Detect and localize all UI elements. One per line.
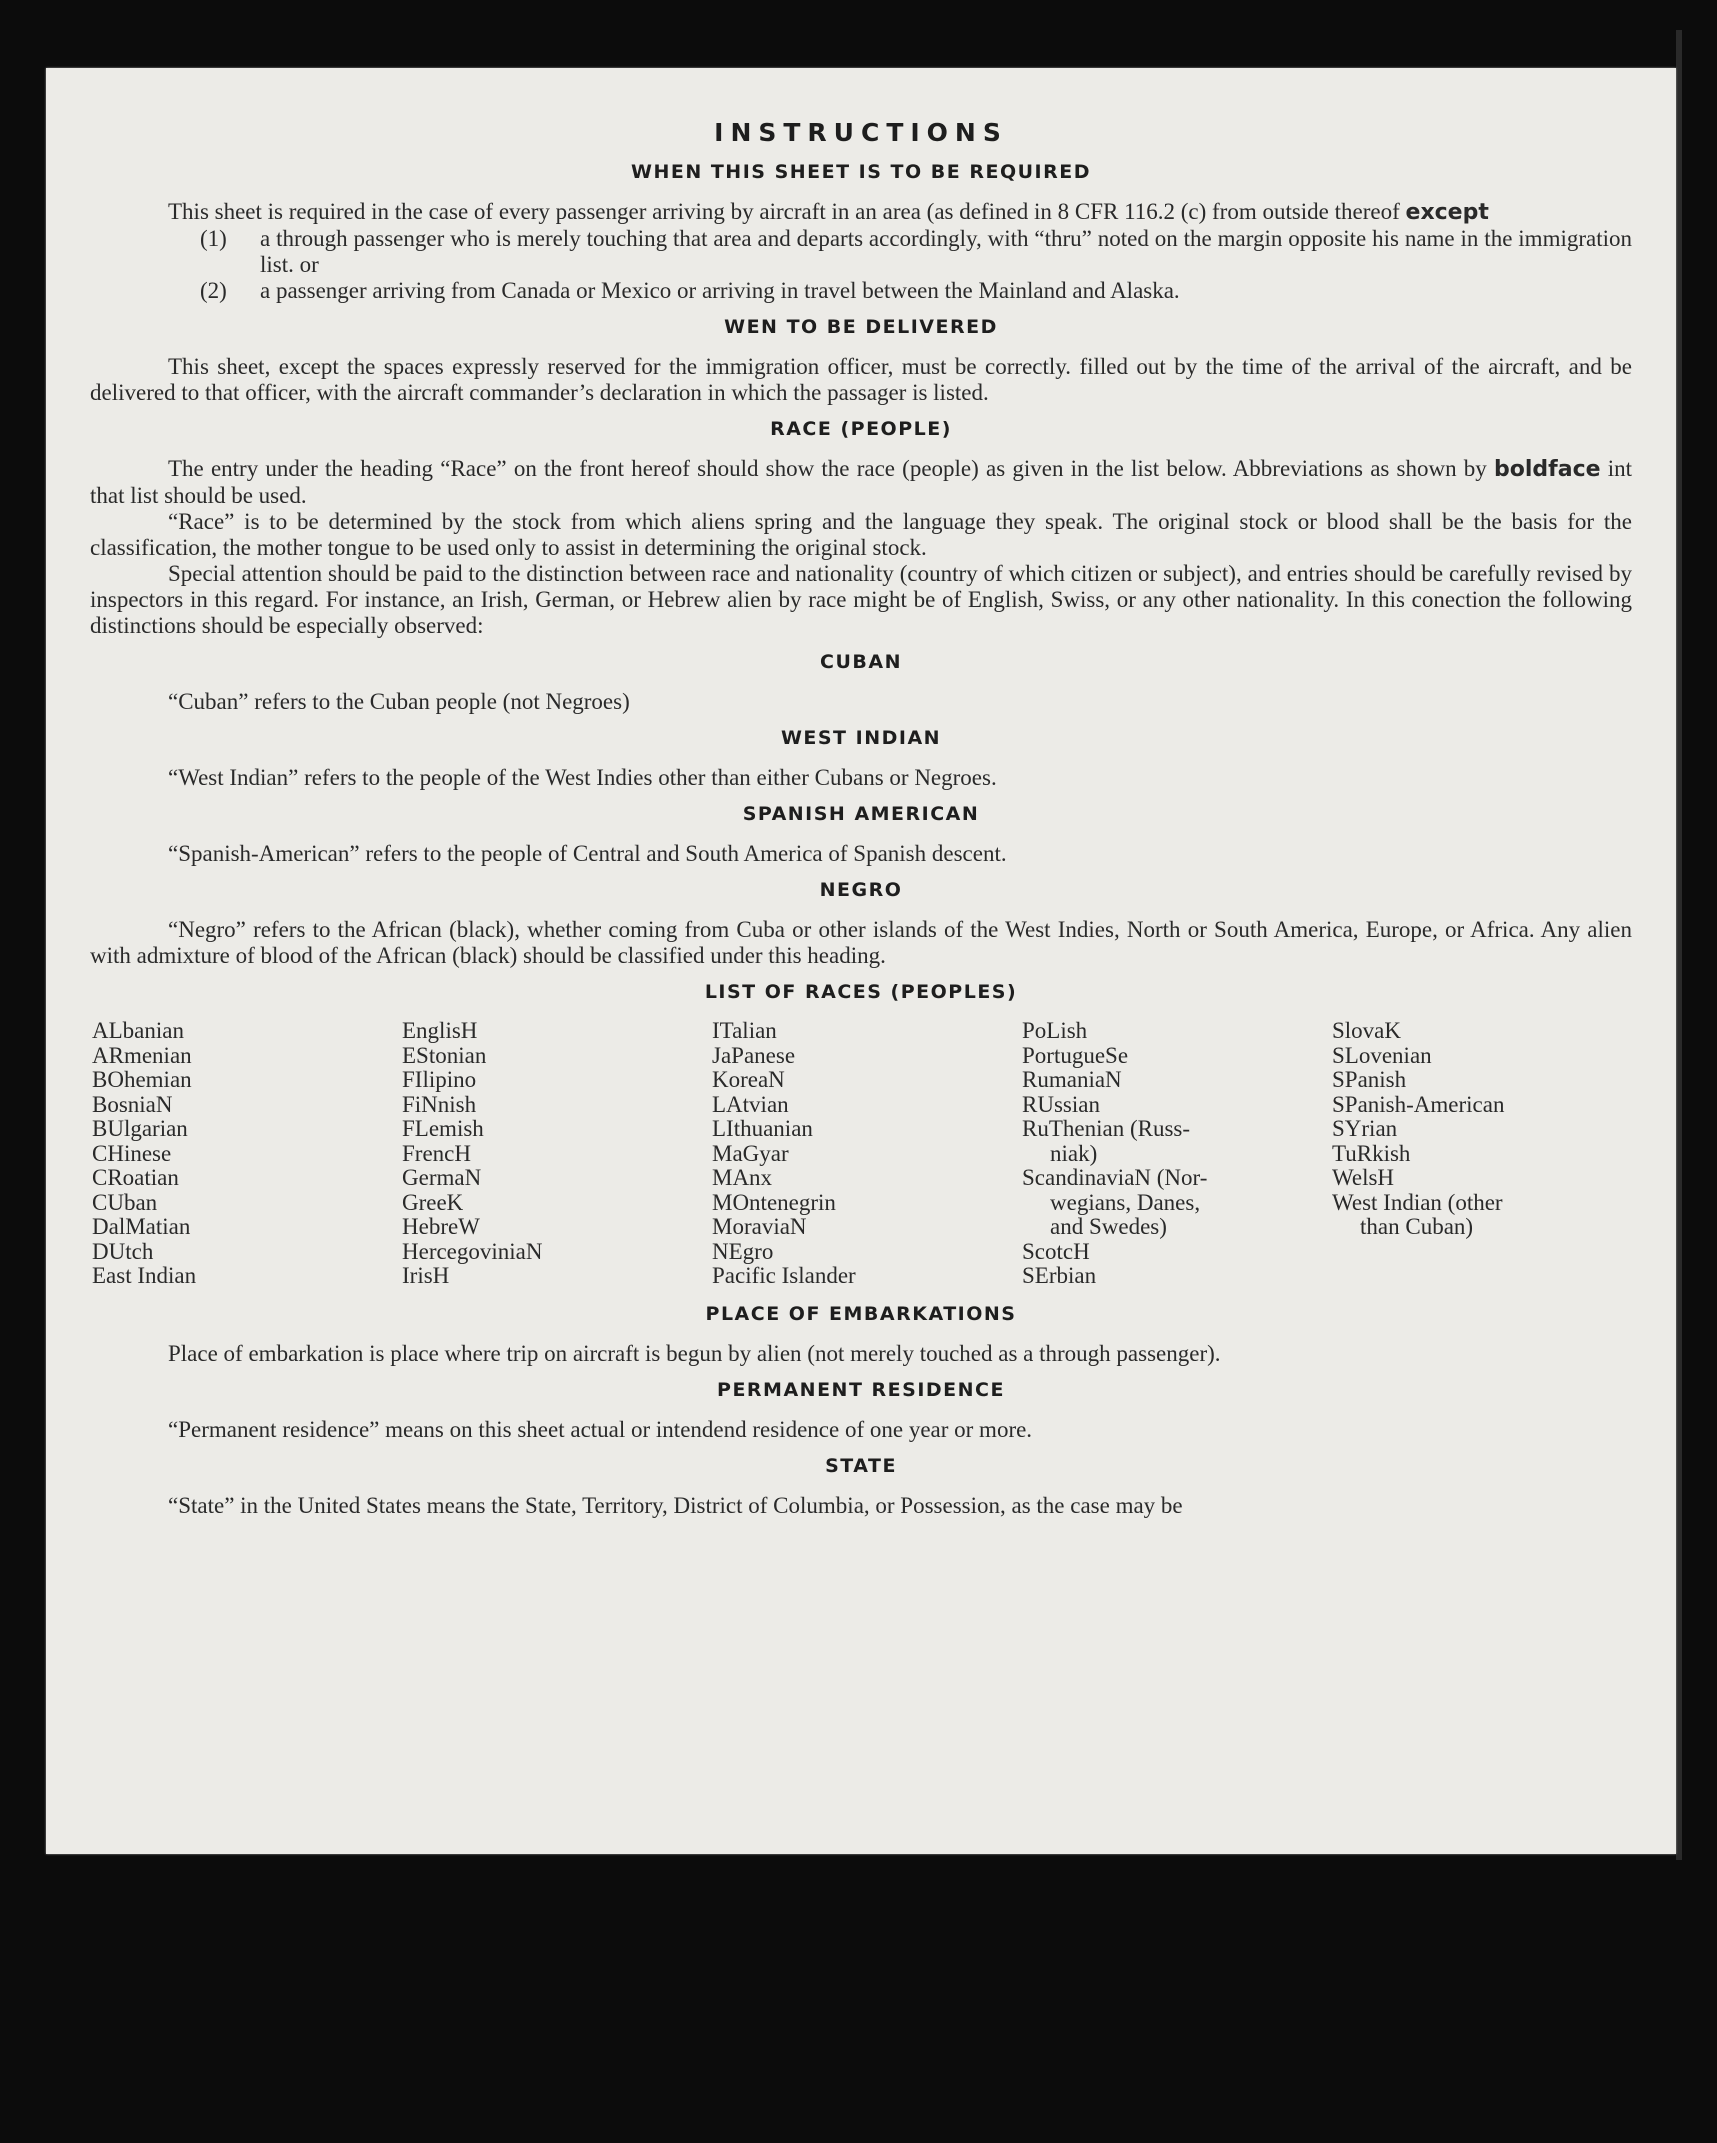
race-item: FLemish [402,1116,484,1141]
race-item: TuRkish [1332,1140,1411,1166]
page-title: INSTRUCTIONS [714,118,1008,147]
race-item: West Indian (other [1332,1189,1503,1215]
race-item-continuation: and Swedes) [1050,1214,1167,1239]
when-required-intro [90,199,1632,226]
heading-list-of-races: LIST OF RACES (PEOPLES) [704,981,1018,1003]
state-definition: “State” in the United States means the State, Territory, District of Columbia, or Possession, as the case may be [168,1492,1183,1518]
exception-item-2 [200,278,1632,304]
race-item-continuation: than Cuban) [1360,1214,1474,1239]
race-column-1 [92,1019,392,1289]
race-item: MAnx [712,1165,773,1190]
heading-negro: NEGRO [819,879,903,901]
race-p1-text: The entry under the heading “Race” on the front hereof should show the race (people) as given in the list below. Abbreviations as shown by [168,456,1487,481]
race-item: JaPanese [712,1042,796,1068]
race-p1-bold: boldface [1494,457,1601,482]
race-item-continuation: wegians, Danes, [1050,1189,1201,1215]
instruction-sheet [46,68,1676,1854]
race-item: LIthuanian [712,1116,813,1141]
race-item: EnglisH [402,1018,478,1043]
cuban-definition: “Cuban” refers to the Cuban people (not Negroes) [168,689,630,714]
race-item: ARmenian [92,1042,192,1068]
race-item: MOntenegrin [712,1189,836,1215]
race-item: ALbanian [92,1018,184,1043]
race-item: ITalian [712,1018,777,1043]
heading-when-delivered: WEN TO BE DELIVERED [724,316,998,338]
negro-definition: “Negro” refers to the African (black), whether coming from Cuba or other islands of the West Indies, North or South America, Europe, or Africa. Any alien with admixture of blood of the African (black) should be classified under this heading. [90,917,1632,968]
race-item: DalMatian [92,1214,191,1239]
exception-item-1 [200,226,1632,278]
sheet-content [90,118,1632,1519]
heading-race: RACE (PEOPLE) [770,418,952,440]
race-item: BUlgarian [92,1116,188,1141]
race-item: EStonian [402,1042,487,1068]
race-item: ScotcH [1022,1238,1090,1264]
race-item: DUtch [92,1238,154,1264]
race-item: HebreW [402,1214,480,1239]
race-item: WelsH [1332,1165,1395,1190]
heading-embarkation: PLACE OF EMBARKATIONS [705,1302,1017,1325]
race-item: MaGyar [712,1140,789,1166]
race-column-2 [402,1019,702,1289]
heading-cuban: CUBAN [820,651,902,673]
race-item: MoraviaN [712,1214,807,1239]
intro-text: This sheet is required in the case of every passenger arriving by aircraft in an area (as defined in 8 CFR 116.2 (c) from outside thereof [168,199,1400,224]
race-item: LAtvian [712,1091,789,1117]
item-number: (1) [200,226,227,251]
heading-spanish-american: SPANISH AMERICAN [742,803,980,825]
when-delivered-text: This sheet, except the spaces expressly reserved for the immigration officer, must be correctly. filled out by the time of the arrival of the aircraft, and be delivered to that officer, with the aircraft commander’s declaration in which the passager is listed. [90,354,1632,405]
race-item: FrencH [402,1140,471,1166]
item-number: (2) [200,278,227,303]
races-list [90,1019,1632,1289]
race-item: CRoatian [92,1165,179,1190]
heading-west-indian: WEST INDIAN [780,727,942,749]
intro-bold-except: except [1405,200,1489,225]
race-column-5 [1332,1019,1632,1289]
race-item: SPanish [1332,1067,1407,1092]
race-item: FIlipino [402,1067,477,1092]
race-item-continuation: niak) [1050,1140,1098,1166]
race-item: SErbian [1022,1263,1097,1288]
item-text: a through passenger who is merely touching that area and departs accordingly, with “thru” noted on the margin opposite his name in the immigration list. or [260,226,1632,277]
race-item: RumaniaN [1022,1067,1122,1092]
race-item: NEgro [712,1238,774,1264]
race-item: GreeK [402,1189,464,1215]
spanish-american-definition: “Spanish-American” refers to the people of Central and South America of Spanish descent. [168,841,1007,866]
race-item: FiNnish [402,1091,477,1117]
page-edge [1676,30,1682,1860]
race-item: PortugueSe [1022,1042,1129,1068]
race-column-3 [712,1019,1012,1289]
race-item: RUssian [1022,1091,1100,1117]
residence-definition: “Permanent residence” means on this sheet actual or intendend residence of one year or more. [168,1416,1033,1442]
race-item: RuThenian (Russ- [1022,1116,1191,1141]
race-column-4 [1022,1019,1322,1289]
race-item: BOhemian [92,1067,192,1092]
heading-when-required: WHEN THIS SHEET IS TO BE REQUIRED [630,161,1091,183]
race-item: HercegoviniaN [402,1238,543,1264]
race-item: PoLish [1022,1018,1088,1043]
heading-state: STATE [825,1454,897,1477]
race-paragraph-2: “Race” is to be determined by the stock from which aliens spring and the language they speak. The original stock or blood shall be the basis for the classification, the mother tongue to be used only to assist in determining the original stock. [90,509,1632,560]
race-item: SYrian [1332,1116,1398,1141]
race-p1-end: int that list should be used. [90,456,1633,508]
race-item: KoreaN [712,1067,785,1092]
race-item: ScandinaviaN (Nor- [1022,1165,1208,1190]
race-item: BosniaN [92,1091,173,1117]
race-item: SlovaK [1332,1018,1401,1043]
race-item: SLovenian [1332,1042,1432,1068]
embarkation-definition: Place of embarkation is place where trip on aircraft is begun by alien (not merely touched as a through passenger). [168,1340,1221,1366]
race-item: SPanish-American [1332,1091,1505,1117]
item-text: a passenger arriving from Canada or Mexico or arriving in travel between the Mainland and Alaska. [260,278,1180,303]
race-item: Pacific Islander [712,1263,856,1288]
west-indian-definition: “West Indian” refers to the people of the West Indies other than either Cubans or Negroes. [168,765,997,790]
race-paragraph-3: Special attention should be paid to the distinction between race and nationality (country of which citizen or subject), and entries should be carefully revised by inspectors in this regard. For instance, an Irish, German, or Hebrew alien by race might be of English, Swiss, or any other nationality. In this conection the following distinctions should be especially observed: [90,561,1632,638]
race-item: GermaN [402,1165,482,1190]
heading-permanent-residence: PERMANENT RESIDENCE [717,1378,1005,1401]
race-item: CHinese [92,1140,172,1166]
race-item: East Indian [92,1263,197,1288]
race-item: CUban [92,1189,158,1215]
race-paragraph-1 [90,456,1632,509]
race-item: IrisH [402,1263,450,1288]
